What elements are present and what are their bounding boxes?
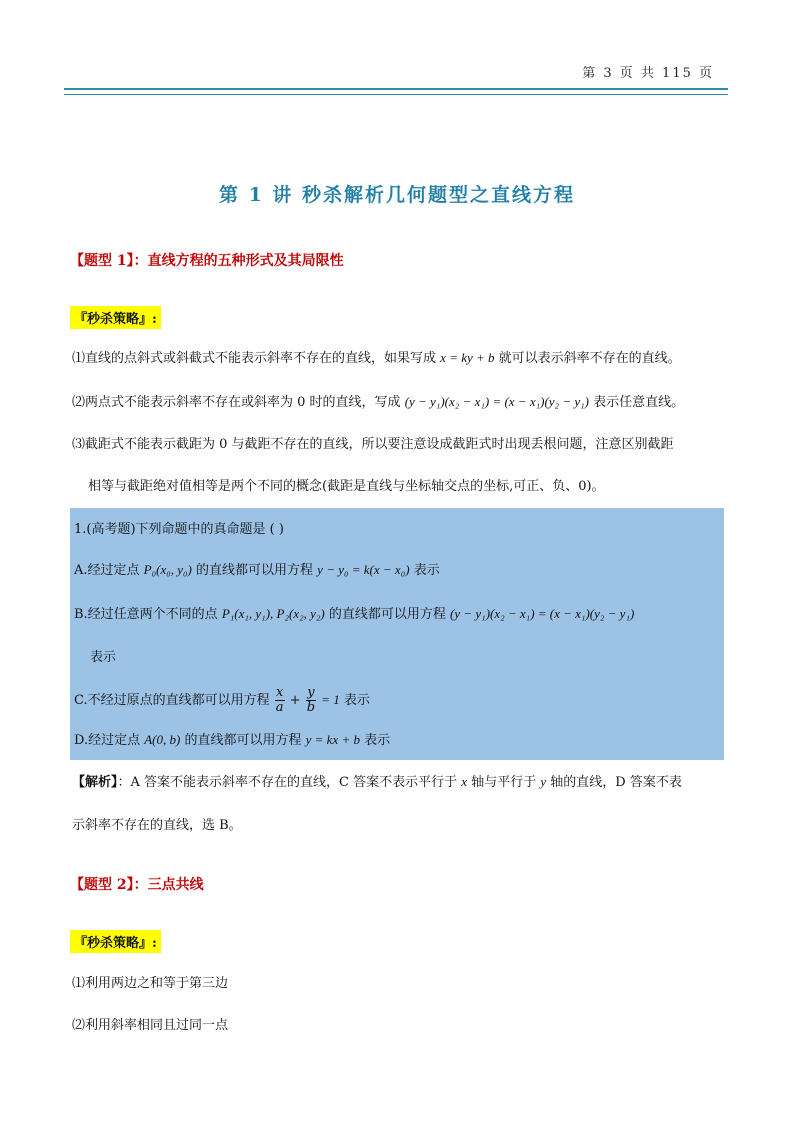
option-text: 的直线都可以用方程 [196, 563, 314, 578]
option-math: P₀(x₀, y₀) [143, 562, 192, 577]
option-b-cont [90, 648, 116, 668]
option-text: 表示 [90, 650, 117, 665]
option-math: y − y₀ = k(x − x₀) [317, 562, 410, 577]
point-text: 就可以表示斜率不存在的直线。 [498, 351, 681, 366]
section1-point-3 [72, 435, 732, 455]
analysis-text: 轴的直线，D 答案不表 [550, 775, 682, 790]
option-a [74, 560, 440, 581]
option-text: 的直线都可以用方程 [328, 607, 446, 622]
section2-heading: 【题型 2】：三点共线 [70, 877, 204, 893]
option-text: A.经过定点 [74, 563, 140, 578]
fraction-numerator: y [307, 685, 315, 700]
option-text: B.经过任意两个不同的点 [74, 607, 218, 622]
point-math: x = ky + b [440, 350, 495, 365]
point-text: 相等与截距绝对值相等是两个不同的概念(截距是直线与坐标轴交点的坐标,可正、负、0)。 [88, 479, 605, 494]
option-text: 的直线都可以用方程 [184, 733, 302, 748]
point-math: (y − y₁)(x₂ − x₁) = (x − x₁)(y₂ − y₁) [404, 394, 589, 409]
analysis-label: 【解析】 [72, 775, 118, 790]
analysis-var-x: x [461, 774, 468, 789]
equals-one: = 1 [321, 692, 340, 707]
option-math: P₁(x₁, y₁), P₂(x₂, y₂) [221, 606, 325, 621]
analysis-var-y: y [540, 774, 547, 789]
section1-point-1 [72, 348, 732, 369]
section1-point-2 [72, 392, 732, 413]
option-text: 表示 [364, 733, 391, 748]
section1-strategy-tag: 『秒杀策略』: [70, 306, 161, 329]
point-text: 表示任意直线。 [593, 395, 685, 410]
point-text: ⑵两点式不能表示斜率不存在或斜率为 0 时的直线，写成 [72, 395, 401, 410]
section1-point-3-cont [88, 477, 748, 497]
header-rule-thick [64, 88, 728, 90]
fraction-x-over-a [275, 686, 285, 715]
fraction-y-over-b [306, 686, 316, 715]
question-box [70, 508, 724, 760]
plus-sign: + [289, 693, 301, 708]
option-math: (y − y₁)(x₂ − x₁) = (x − x₁)(y₂ − y₁) [450, 606, 635, 621]
section1-heading: 【题型 1】：直线方程的五种形式及其局限性 [70, 253, 344, 269]
option-math: A(0, b) [144, 732, 181, 747]
lecture-title: 第 1 讲 秒杀解析几何题型之直线方程 [218, 184, 576, 206]
option-text: 表示 [413, 563, 440, 578]
fraction-denominator: b [306, 700, 316, 715]
option-d [74, 730, 390, 751]
option-b [74, 604, 634, 625]
analysis-text: 轴与平行于 [471, 775, 537, 790]
analysis-text: ：A 答案不能表示斜率不存在的直线，C 答案不表示平行于 [117, 775, 458, 790]
header-rule-thin [64, 94, 728, 95]
page-header: 第 3 页 共 115 页 [582, 66, 714, 81]
question-stem: 1.(高考题)下列命题中的真命题是 ( ) [74, 522, 284, 537]
fraction-numerator: x [275, 685, 284, 700]
option-text: C.不经过原点的直线都可以用方程 [74, 693, 270, 708]
analysis-line-2: 示斜率不存在的直线，选 B。 [72, 818, 242, 833]
option-text: D.经过定点 [74, 733, 141, 748]
section2-point-1: ⑴利用两边之和等于第三边 [72, 976, 229, 991]
option-math: y = kx + b [305, 732, 360, 747]
point-text: ⑴直线的点斜式或斜截式不能表示斜率不存在的直线，如果写成 [72, 351, 437, 366]
option-text: 表示 [343, 693, 370, 708]
point-text: ⑶截距式不能表示截距为 0 与截距不存在的直线，所以要注意设成截距式时出现丢根问题，注意区别截距 [72, 437, 674, 452]
analysis-line-1 [72, 772, 732, 793]
section2-strategy-tag: 『秒杀策略』: [70, 930, 161, 953]
fraction-denominator: a [275, 700, 284, 715]
option-c [74, 686, 370, 715]
section2-point-2: ⑵利用斜率相同且过同一点 [72, 1018, 229, 1033]
